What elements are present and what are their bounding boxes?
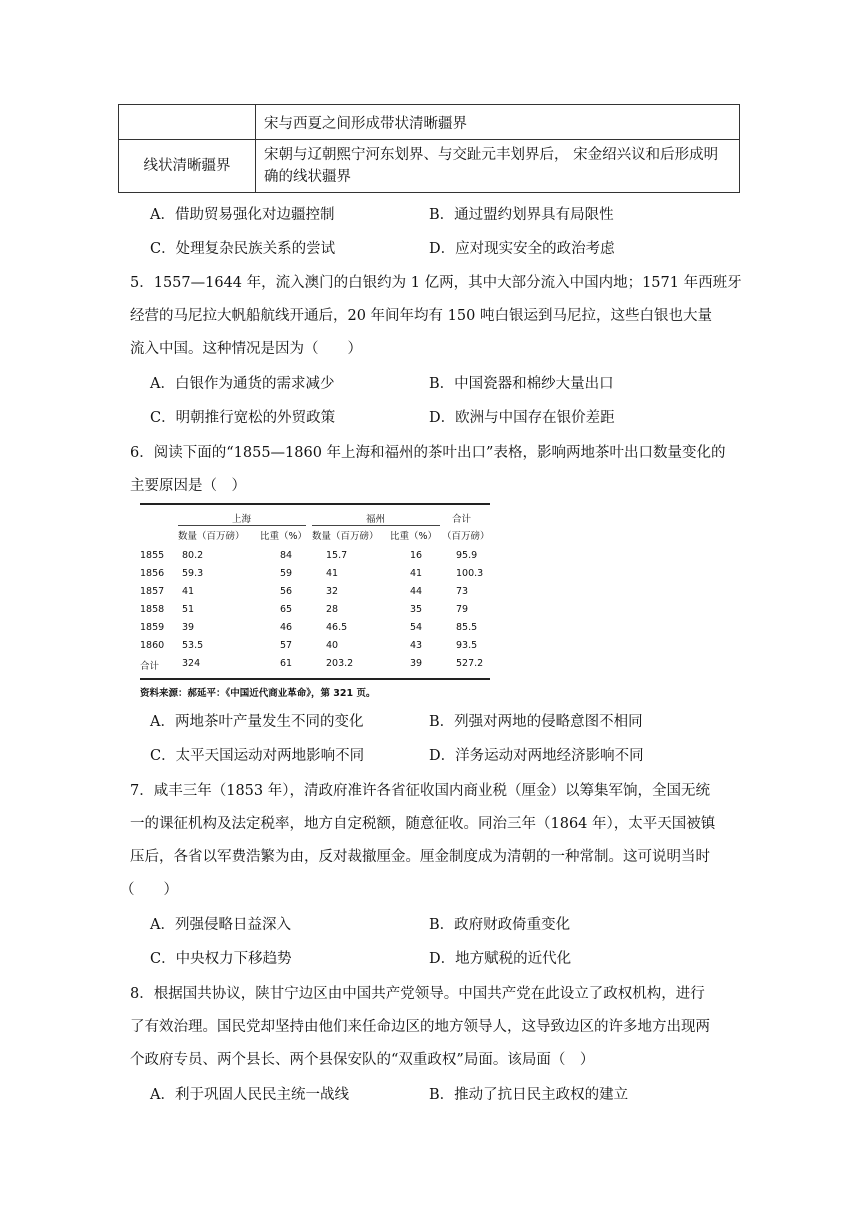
table-cell: 46: [280, 622, 293, 633]
q7-option-c: C．中央权力下移趋势: [150, 951, 292, 967]
table-row: [119, 105, 740, 140]
q5-option-b: B．中国瓷器和棉纱大量出口: [429, 376, 614, 392]
q7-line-2: 一的课征机构及法定税率，地方自定税额，随意征收。同治三年（1864 年），太平天国被镇: [130, 816, 716, 832]
table-cell: 324: [182, 658, 201, 669]
table-cell: 1857: [140, 586, 165, 597]
header-total-unit: （百万磅）: [442, 531, 490, 542]
table-rule: [140, 503, 490, 505]
table-cell: 15.7: [326, 550, 348, 561]
header-total: 合计: [452, 514, 472, 525]
table-cell: 43: [410, 640, 423, 651]
table-cell: 1856: [140, 568, 165, 579]
q8-option-a: A．利于巩固人民民主统一战线: [150, 1087, 349, 1103]
q5-line-3: 流入中国。这种情况是因为（ ）: [130, 341, 362, 357]
q8-line-1: 8．根据国共协议，陕甘宁边区由中国共产党领导。中国共产党在此设立了政权机构，进行: [130, 986, 705, 1002]
q7-line-3: 压后，各省以军费浩繁为由，反对裁撤厘金。厘金制度成为清朝的一种常制。这可说明当时: [130, 849, 710, 865]
table-cell: 1859: [140, 622, 165, 633]
table-cell: 80.2: [182, 550, 204, 561]
table-cell: 79: [456, 604, 469, 615]
header-pct-sh: 比重（%）: [260, 531, 308, 542]
table-cell: 宋朝与辽朝熙宁河东划界、与交趾元丰划界后， 宋金绍兴议和后形成明确的线状疆界: [256, 140, 740, 193]
table-cell: 16: [410, 550, 423, 561]
q6-line-2: 主要原因是（ ）: [130, 478, 246, 494]
q5-line-1: 5．1557—1644 年，流入澳门的白银约为 1 亿两，其中大部分流入中国内地；1571 年西班牙: [130, 275, 742, 291]
header-rule: [312, 525, 440, 526]
q5-option-d: D．欧洲与中国存在银价差距: [429, 410, 615, 426]
header-pct-fz: 比重（%）: [390, 531, 438, 542]
q5-option-a: A．白银作为通货的需求减少: [150, 376, 335, 392]
q4-option-a: A．借助贸易强化对边疆控制: [150, 207, 335, 223]
table-cell: 41: [326, 568, 339, 579]
table-cell: 35: [410, 604, 423, 615]
table-cell: 59: [280, 568, 293, 579]
table-cell: 40: [326, 640, 339, 651]
q4-option-d: D．应对现实安全的政治考虑: [429, 241, 615, 257]
q4-option-b: B．通过盟约划界具有局限性: [429, 207, 614, 223]
table-cell: 84: [280, 550, 293, 561]
table-cell: 100.3: [456, 568, 484, 579]
table-cell: 51: [182, 604, 195, 615]
q7-option-d: D．地方赋税的近代化: [429, 951, 572, 967]
table-cell: 1860: [140, 640, 165, 651]
table-cell: 1858: [140, 604, 165, 615]
q8-line-3: 个政府专员、两个县长、两个县保安队的“双重政权”局面。该局面（ ）: [130, 1052, 595, 1068]
table-cell: 宋与西夏之间形成带状清晰疆界: [256, 105, 740, 140]
q5-option-c: C．明朝推行宽松的外贸政策: [150, 410, 336, 426]
table-cell: 39: [410, 658, 423, 669]
table-cell: 53.5: [182, 640, 204, 651]
header-qty-sh: 数量（百万磅）: [178, 531, 245, 542]
table-cell: 39: [182, 622, 195, 633]
q6-option-c: C．太平天国运动对两地影响不同: [150, 748, 365, 764]
q7-line-4: （ ）: [120, 882, 178, 898]
q6-option-a: A．两地茶叶产量发生不同的变化: [150, 714, 364, 730]
table-cell: 57: [280, 640, 293, 651]
q6-line-1: 6．阅读下面的“1855—1860 年上海和福州的茶叶出口”表格，影响两地茶叶出口数量变化的: [130, 445, 726, 461]
table-cell: 41: [410, 568, 423, 579]
table-cell: 61: [280, 658, 293, 669]
table-cell: 32: [326, 586, 339, 597]
header-qty-fz: 数量（百万磅）: [312, 531, 379, 542]
q4-option-c: C．处理复杂民族关系的尝试: [150, 241, 336, 257]
table-cell: 59.3: [182, 568, 204, 579]
q7-line-1: 7．咸丰三年（1853 年），清政府准许各省征收国内商业税（厘金）以筹集军饷，全国无统: [130, 783, 710, 799]
table-cell: [119, 105, 256, 140]
table-cell: 线状清晰疆界: [119, 140, 256, 193]
table-cell: 95.9: [456, 550, 478, 561]
table-row: [119, 140, 740, 193]
q8-line-2: 了有效治理。国民党却坚持由他们来任命边区的地方领导人，这导致边区的许多地方出现两: [130, 1019, 710, 1035]
q5-line-2: 经营的马尼拉大帆船航线开通后，20 年间年均有 150 吨白银运到马尼拉，这些白银也大量: [130, 308, 712, 324]
table-cell: 54: [410, 622, 423, 633]
table-cell: 41: [182, 586, 195, 597]
q6-option-d: D．洋务运动对两地经济影响不同: [429, 748, 644, 764]
table-cell: 合计: [140, 661, 160, 672]
q8-option-b: B．推动了抗日民主政权的建立: [429, 1087, 629, 1103]
header-rule: [178, 525, 306, 526]
q7-option-a: A．列强侵略日益深入: [150, 917, 291, 933]
table-source: 资料来源：郝延平：《中国近代商业革命》，第 321 页。: [140, 688, 376, 699]
table-cell: 203.2: [326, 658, 354, 669]
table-cell: 28: [326, 604, 339, 615]
table-cell: 44: [410, 586, 423, 597]
table-cell: 73: [456, 586, 469, 597]
q7-option-b: B．政府财政倚重变化: [429, 917, 571, 933]
table-cell: 56: [280, 586, 293, 597]
table-cell: 93.5: [456, 640, 478, 651]
header-shanghai: 上海: [232, 514, 252, 525]
header-fuzhou: 福州: [366, 514, 386, 525]
boundary-table: [118, 104, 740, 193]
table-cell: 85.5: [456, 622, 478, 633]
table-cell: 527.2: [456, 658, 484, 669]
table-cell: 1855: [140, 550, 165, 561]
table-cell: 46.5: [326, 622, 348, 633]
table-rule: [140, 678, 490, 680]
q6-option-b: B．列强对两地的侵略意图不相同: [429, 714, 643, 730]
table-cell: 65: [280, 604, 293, 615]
